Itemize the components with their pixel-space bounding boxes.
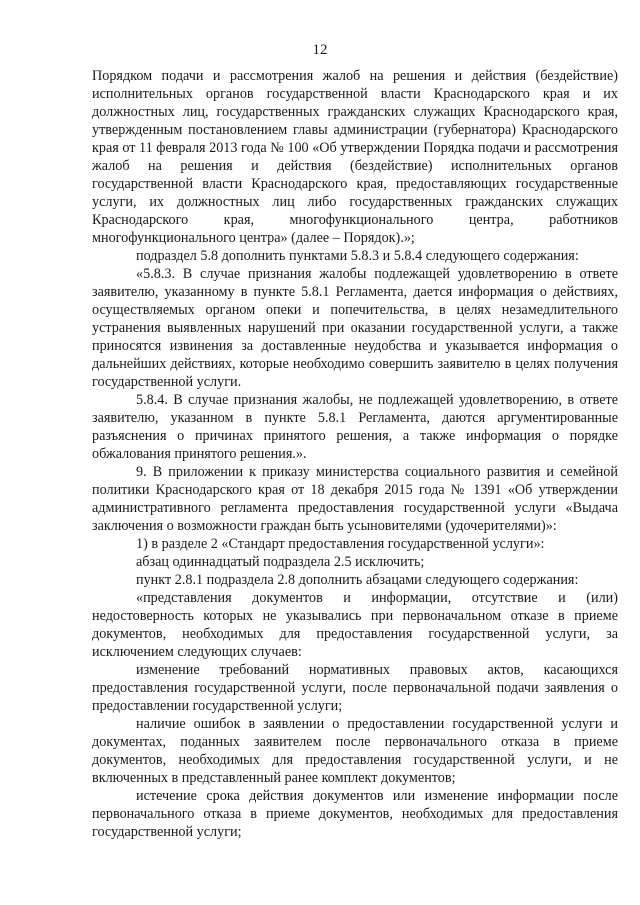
paragraph-clause-2-8-1-amendment: пункт 2.8.1 подраздела 2.8 дополнить абзацами следующего содержания:	[136, 572, 579, 588]
paragraph-clause-5-8-3: «5.8.3. В случае признания жалобы подлежащей удовлетворению в ответе заявителю, указанному в пункте 5.8.1 Регламента, дается информация о действиях, осуществляемых органом опеки и попечительства, в целях незамедлительного устранения выявленных нарушений при оказании государственной услуги, а также приносятся извинения за доставленные неудобства и указывается информация о дальнейших действиях, которые необходимо совершить заявителю в целях получения государственной услуги.	[92, 266, 618, 390]
paragraph-exception-law-change: изменение требований нормативных правовых актов, касающихся предоставления государственной услуги, после первоначальной подачи заявления о предоставлении государственной услуги;	[92, 662, 618, 714]
paragraph-item-9: 9. В приложении к приказу министерства социального развития и семейной политики Краснодарского края от 18 декабря 2015 года № 1391 «Об утверждении административного регламента предоставления государственной услуги «Выдача заключения о возможности граждан быть усыновителями (удочерителями)»:	[92, 464, 618, 534]
paragraph-subsection-5-8-amendment: подраздел 5.8 дополнить пунктами 5.8.3 и 5.8.4 следующего содержания:	[136, 248, 579, 264]
page-number: 12	[312, 42, 328, 58]
paragraph-section-2-heading: 1) в разделе 2 «Стандарт предоставления государственной услуги»:	[136, 536, 545, 552]
paragraph-documents-exceptions: «представления документов и информации, отсутствие и (или) недостоверность которых не указывались при первоначальном отказе в приеме документов, необходимых для предоставления государственной услуги, за исключением следующих случаев:	[92, 590, 618, 660]
paragraph-procedure-continuation: Порядком подачи и рассмотрения жалоб на решения и действия (бездействие) исполнительных органов государственной власти Краснодарского края и их должностных лиц, государственных гражданских служащих Краснодарского края, утвержденным постановлением главы администрации (губернатора) Краснодарского края от 11 февраля 2013 года № 100 «Об утверждении Порядка подачи и рассмотрения жалоб на решения и действия (бездействие) исполнительных органов государственной власти Краснодарского края, предоставляющих государственные услуги, их должностных лиц либо государственных гражданских служащих Краснодарского края, многофункционального центра, работников многофункционального центра» (далее – Порядок).»;	[92, 68, 618, 246]
paragraph-clause-5-8-4: 5.8.4. В случае признания жалобы, не подлежащей удовлетворению, в ответе заявителю, указанном в пункте 5.8.1 Регламента, даются аргументированные разъяснения о причинах принятого решения, а также информация о порядке обжалования принятого решения.».	[92, 392, 618, 462]
paragraph-exception-expiry: истечение срока действия документов или изменение информации после первоначального отказа в приеме документов, необходимых для предоставления государственной услуги;	[92, 788, 618, 840]
paragraph-exception-errors: наличие ошибок в заявлении о предоставлении государственной услуги и документах, поданных заявителем после первоначального отказа в приеме документов, необходимых для предоставления государственной услуги, и не включенных в представленный ранее комплект документов;	[92, 716, 618, 786]
paragraph-subsection-2-5-exclusion: абзац одиннадцатый подраздела 2.5 исключить;	[136, 554, 425, 570]
document-body	[92, 67, 618, 841]
